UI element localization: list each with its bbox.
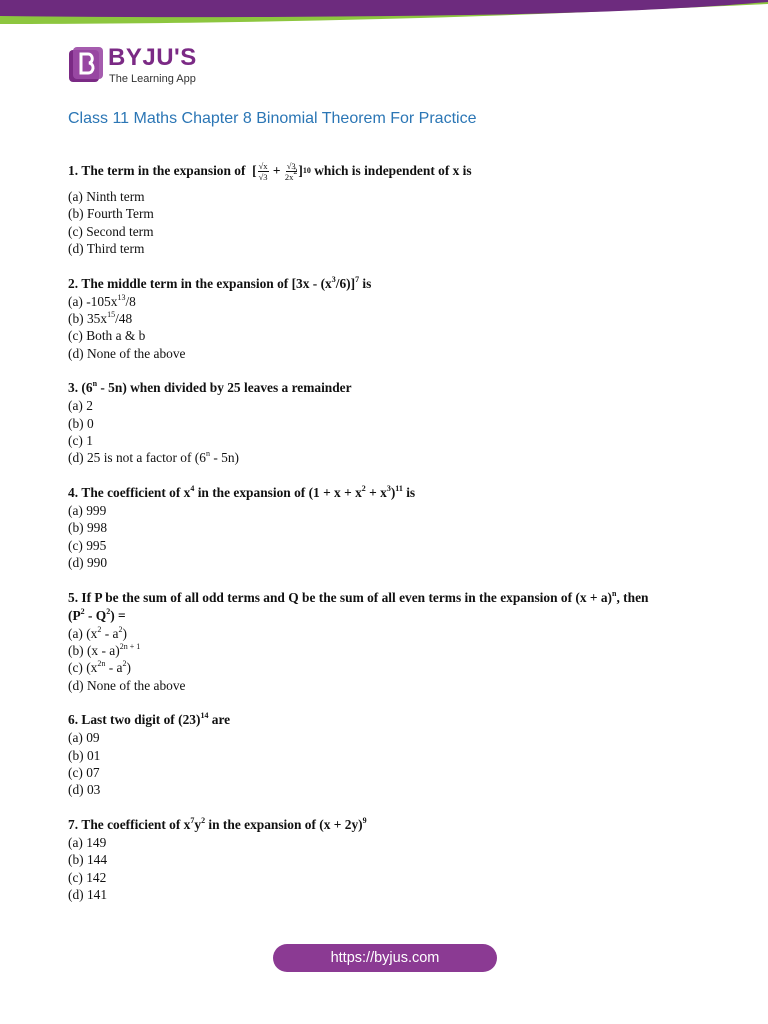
question-text: 2. The middle term in the expansion of $[3x - (x^3/6)]^7$ is <box>68 274 372 291</box>
question-text: 7. The coefficient of $x^7y^2$ in the expansion of $(x + 2y)^9$ <box>68 815 367 832</box>
fraction: $\frac{√3}{2x^2}$ <box>284 160 298 182</box>
question-text: 4. The coefficient of $x^4$ in the expansion of $(1 + x + x^2 + x^3)^{11}$ is <box>68 483 416 500</box>
option: (b) 998 <box>68 520 108 536</box>
option: (a) 2 <box>68 398 93 414</box>
question-5 <box>68 589 708 695</box>
brand-tagline: The Learning App <box>109 73 196 85</box>
option: (d) Third term <box>68 241 145 257</box>
question-4 <box>68 484 708 572</box>
formula-bracket-close: ] <box>298 163 303 178</box>
option: (a) 149 <box>68 834 107 850</box>
option: (b) $35x^{15}/48$ <box>68 310 133 327</box>
option: (c) 07 <box>68 764 100 780</box>
option: (c) $(x^{2n} - a^2)$ <box>68 659 131 676</box>
option: (a) 999 <box>68 502 107 518</box>
question-7 <box>68 816 708 904</box>
option: (b) Fourth Term <box>68 206 154 222</box>
option: (c) 1 <box>68 433 93 449</box>
top-banner <box>0 0 768 28</box>
question-1 <box>68 154 708 258</box>
brand-name: BYJU'S <box>108 44 197 71</box>
option: (b) 144 <box>68 852 108 868</box>
question-3 <box>68 379 708 467</box>
formula-bracket-open: [ <box>252 163 257 178</box>
option: (b) (x - a)$^{2n + 1}$ <box>68 641 141 658</box>
option: (b) 0 <box>68 415 94 431</box>
option: (c) Second term <box>68 223 154 239</box>
question-text-continued: $(P^2 - Q^2)$ = <box>68 606 126 623</box>
question-list <box>68 154 708 903</box>
option: (a) $-105x^{13}/8$ <box>68 292 136 309</box>
question-2 <box>68 275 708 363</box>
option: (d) 25 is not a factor of (6$^n$ - 5n) <box>68 449 239 466</box>
website-link-button[interactable] <box>273 944 497 972</box>
question-text: 1. The term in the expansion of [ $\frac{√x}{√3}$ + $\frac{√3}{2x^2}$ ] 10 which is independent of x is <box>68 160 472 182</box>
question-6 <box>68 711 708 799</box>
option: (d) 03 <box>68 782 101 798</box>
question-text: 3. (6$^n$ - 5n) when divided by 25 leaves a remainder <box>68 379 352 396</box>
option: (b) 01 <box>68 747 101 763</box>
option: (c) 142 <box>68 869 107 885</box>
question-text: 6. Last two digit of $(23)^{14}$ are <box>68 711 231 728</box>
page-title: Class 11 Maths Chapter 8 Binomial Theorem For Practice <box>68 110 477 127</box>
fraction: $\frac{√x}{√3}$ <box>258 160 268 182</box>
byjus-logo-icon <box>68 46 104 84</box>
option: (a) 09 <box>68 730 100 746</box>
website-url: https://byjus.com <box>330 950 440 966</box>
question-text: 5. If P be the sum of all odd terms and Q be the sum of all even terms in the expansion of $(x + a)^n$, then <box>68 588 649 605</box>
option: (a) Ninth term <box>68 189 145 204</box>
option: (d) None of the above <box>68 345 186 361</box>
option: (c) Both a & b <box>68 328 146 344</box>
option: (d) 141 <box>68 886 108 902</box>
option: (a) $(x^2 - a^2)$ <box>68 624 127 641</box>
option: (d) 990 <box>68 555 108 571</box>
option: (d) None of the above <box>68 677 186 693</box>
option: (c) 995 <box>68 537 107 553</box>
